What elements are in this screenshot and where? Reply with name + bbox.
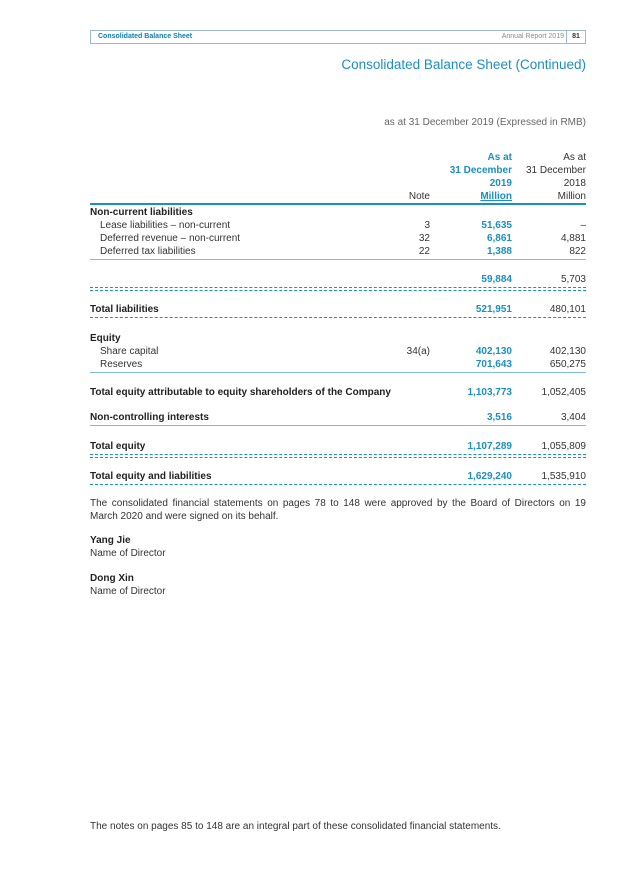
table-row: Deferred revenue – non-current 32 6,861 4,881 — [100, 233, 586, 244]
statement-date-subtitle: as at 31 December 2019 (Expressed in RMB) — [384, 117, 586, 128]
page-title: Consolidated Balance Sheet (Continued) — [341, 57, 586, 72]
section-heading-noncurrent: Non-current liabilities — [90, 207, 193, 218]
running-header — [90, 30, 586, 44]
divider — [90, 290, 586, 291]
table-row: Non-controlling interests 3,516 3,404 — [90, 412, 586, 423]
table-row-grand-total: Total equity and liabilities 1,629,240 1,535,910 — [90, 471, 586, 482]
table-row-total: Total equity attributable to equity shareholders of the Company 1,103,773 1,052,405 — [90, 387, 586, 398]
table-row: Share capital 34(a) 402,130 402,130 — [100, 346, 586, 357]
table-row-subtotal: 59,884 5,703 — [481, 274, 586, 285]
divider — [90, 372, 586, 373]
divider — [90, 484, 586, 485]
column-header-note: Note — [408, 191, 430, 202]
table-row: Reserves 701,643 650,275 — [100, 359, 586, 370]
header-rule — [90, 203, 586, 205]
column-header-2019: As at 31 December 2019 Million — [449, 152, 512, 202]
header-section-title: Consolidated Balance Sheet — [98, 33, 193, 40]
table-row: Deferred tax liabilities 22 1,388 822 — [100, 246, 586, 257]
divider — [90, 454, 586, 455]
divider — [90, 457, 586, 458]
divider — [90, 287, 586, 288]
column-header-2018: As at 31 December 2018 Million — [525, 152, 586, 202]
table-row: Lease liabilities – non-current 3 51,635 – — [100, 220, 586, 231]
approval-statement: The consolidated financial statements on pages 78 to 148 were approved by the Board of Directors on 19 March 2020 and were signed on its behalf. — [90, 498, 586, 522]
signatory-title: Name of Director — [90, 586, 166, 597]
signatory-name: Dong Xin — [90, 573, 134, 584]
divider — [90, 425, 586, 426]
footer-note: The notes on pages 85 to 148 are an integral part of these consolidated financial statements. — [90, 821, 501, 832]
divider — [90, 259, 586, 260]
divider — [90, 317, 586, 318]
page-number: 81 — [566, 31, 585, 43]
table-row-total: Total liabilities 521,951 480,101 — [90, 304, 586, 315]
header-report-name: Annual Report 2019 — [501, 33, 564, 40]
signatory-title: Name of Director — [90, 548, 166, 559]
table-row — [90, 332, 586, 345]
section-heading-equity: Equity — [90, 333, 121, 344]
table-row-total: Total equity 1,107,289 1,055,809 — [90, 441, 586, 452]
signatory-name: Yang Jie — [90, 535, 131, 546]
table-row — [90, 206, 586, 219]
